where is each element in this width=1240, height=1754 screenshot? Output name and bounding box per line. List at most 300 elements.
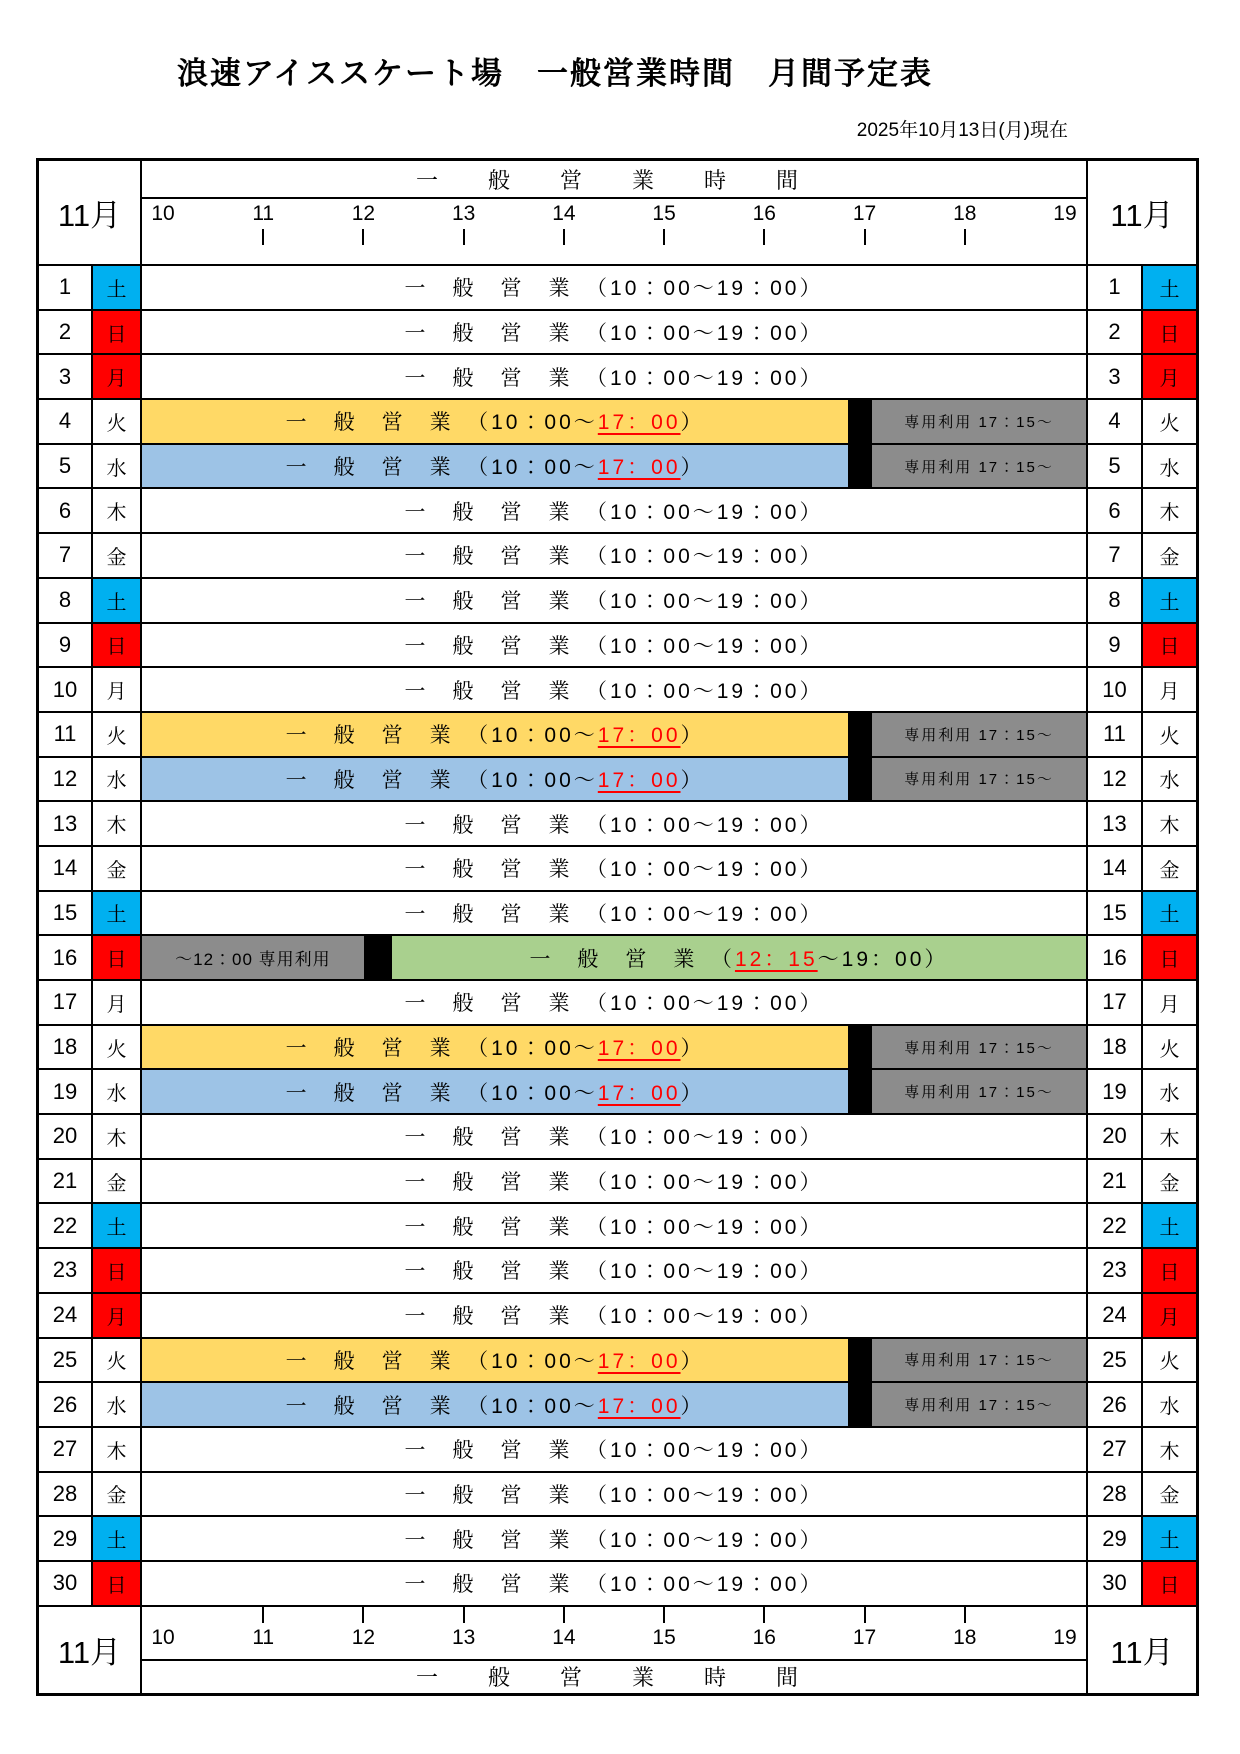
hour-label: 12 (351, 202, 376, 225)
day-schedule (142, 1383, 1088, 1426)
as-of-date: 2025年10月13日(月)現在 (856, 120, 1068, 141)
day-number-right: 10 (1088, 668, 1143, 711)
general-hours-bar (142, 758, 848, 801)
day-of-week-left: 火 (93, 1339, 142, 1382)
afternoon-general-bar (392, 936, 1086, 979)
day-of-week-right: 火 (1159, 1351, 1180, 1374)
day-number-left: 30 (39, 1562, 93, 1605)
day-number-left: 19 (39, 1070, 93, 1113)
day-of-week-left: 日 (93, 624, 142, 667)
hour-label: 17 (852, 1625, 877, 1649)
day-of-week-left: 水 (93, 758, 142, 801)
day-of-week-right: 土 (1143, 1517, 1196, 1560)
closing-time-highlight: 17：00 (597, 411, 681, 435)
day-number-left: 3 (39, 355, 93, 398)
schedule-text (142, 1115, 1086, 1158)
day-of-week-left: 金 (93, 1160, 142, 1203)
day-number-left: 22 (39, 1204, 93, 1247)
day-schedule (142, 266, 1088, 309)
day-of-week-left: 月 (93, 981, 142, 1024)
hour-tick-mark (663, 229, 665, 245)
general-hours-text: 一 般 営 業 （10：00～19：00） (404, 1171, 824, 1195)
day-number-right: 25 (1088, 1339, 1143, 1382)
hour-label: 18 (953, 1625, 977, 1649)
day-of-week-left: 金 (93, 534, 142, 577)
hour-slot (850, 1607, 880, 1653)
hour-label: 17 (852, 202, 877, 225)
general-hours-text: 一 般 営 業 （10：00～19：00） (404, 813, 824, 837)
day-row-13 (39, 800, 1196, 845)
day-of-week-right: 木 (1159, 502, 1180, 525)
day-row-1 (39, 264, 1196, 309)
day-row-28 (39, 1471, 1196, 1516)
hour-label: 11 (252, 1625, 275, 1649)
day-of-week-right: 月 (1159, 993, 1180, 1016)
separator-block (848, 400, 872, 443)
day-row-3 (39, 353, 1196, 398)
table-header (39, 161, 1196, 264)
hour-label: 15 (652, 202, 676, 225)
general-hours-prefix: 一 般 営 業 （10：00～ (285, 1349, 598, 1373)
hour-slot (950, 199, 980, 264)
reserved-use-label: 専用利用 17：15～ (904, 726, 1054, 744)
day-number-right: 6 (1088, 489, 1143, 532)
schedule-text (142, 1428, 1086, 1471)
day-number-left: 27 (39, 1428, 93, 1471)
morning-reserved-bar (142, 936, 364, 979)
day-of-week-left: 木 (93, 1115, 142, 1158)
day-row-30 (39, 1560, 1196, 1605)
general-hours-text: 一 般 営 業 （10：00～19：00） (404, 679, 824, 703)
day-number-right: 2 (1088, 311, 1143, 354)
day-number-left: 29 (39, 1517, 93, 1560)
day-of-week-left: 木 (93, 802, 142, 845)
general-hours-prefix: 一 般 営 業 （10：00～ (285, 1081, 598, 1105)
day-rows (39, 264, 1196, 1605)
day-number-right: 11 (1088, 713, 1143, 756)
day-of-week-right: 水 (1159, 1083, 1180, 1106)
hour-label: 16 (752, 202, 776, 225)
general-hours-suffix: ） (680, 1394, 705, 1418)
general-hours-bar (142, 1026, 848, 1069)
day-row-24 (39, 1292, 1196, 1337)
day-of-week-left: 日 (93, 1562, 142, 1605)
general-hours-text: 一 般 営 業 （10：00～19：00） (404, 1305, 824, 1329)
day-schedule (142, 713, 1088, 756)
day-number-left: 18 (39, 1026, 93, 1069)
closing-time-highlight: 17：00 (597, 1394, 681, 1418)
reserved-use-bar (872, 1026, 1086, 1069)
day-of-week-left: 土 (93, 892, 142, 935)
schedule-text (142, 266, 1086, 309)
day-schedule (142, 355, 1088, 398)
day-number-left: 10 (39, 668, 93, 711)
day-number-left: 24 (39, 1294, 93, 1337)
closing-time-highlight: 17：00 (597, 1037, 681, 1061)
day-number-left: 6 (39, 489, 93, 532)
hour-slot (248, 1607, 278, 1653)
day-number-left: 21 (39, 1160, 93, 1203)
footer-hours-area (142, 1607, 1088, 1693)
hour-tick-mark (463, 229, 465, 245)
day-schedule (142, 1070, 1088, 1113)
time-scale-bottom (142, 1607, 1086, 1659)
general-hours-text: 一 般 営 業 （10：00～19：00） (404, 366, 824, 390)
hour-label: 15 (652, 1625, 676, 1649)
general-hours-suffix: ） (680, 1081, 705, 1105)
day-row-15 (39, 890, 1196, 935)
day-of-week-right: 木 (1159, 1440, 1180, 1463)
day-number-right: 1 (1088, 266, 1143, 309)
schedule-text (142, 1294, 1086, 1337)
day-of-week-left: 日 (93, 311, 142, 354)
general-hours-text: 一 般 営 業 （10：00～19：00） (404, 500, 824, 524)
hour-slot (1050, 199, 1080, 264)
hour-tick-mark (663, 1607, 665, 1623)
day-of-week-left: 土 (93, 579, 142, 622)
day-of-week-left: 水 (93, 1383, 142, 1426)
schedule-text (142, 1517, 1086, 1560)
hour-slot (549, 199, 579, 264)
schedule-text (142, 981, 1086, 1024)
day-schedule (142, 1026, 1088, 1069)
day-number-left: 13 (39, 802, 93, 845)
hour-slot (950, 1607, 980, 1653)
day-of-week-right: 日 (1143, 624, 1196, 667)
schedule-text (142, 668, 1086, 711)
day-of-week-left: 月 (93, 355, 142, 398)
day-of-week-right: 月 (1159, 681, 1180, 704)
day-number-left: 8 (39, 579, 93, 622)
reserved-use-bar (872, 445, 1086, 488)
general-hours-prefix: 一 般 営 業 （10：00～ (285, 768, 598, 792)
hour-slot (649, 1607, 679, 1653)
hour-tick-mark (864, 229, 866, 245)
day-number-right: 20 (1088, 1115, 1143, 1158)
day-schedule (142, 579, 1088, 622)
day-number-right: 26 (1088, 1383, 1143, 1426)
schedule-text (142, 579, 1086, 622)
hour-slot (749, 1607, 779, 1653)
day-number-right: 18 (1088, 1026, 1143, 1069)
day-of-week-left: 土 (93, 1517, 142, 1560)
day-of-week-right: 水 (1159, 457, 1180, 480)
day-schedule (142, 1160, 1088, 1203)
day-of-week-right: 木 (1159, 815, 1180, 838)
schedule-text (142, 1204, 1086, 1247)
general-hours-text: 一 般 営 業 （10：00～19：00） (404, 590, 824, 614)
reserved-use-bar (872, 758, 1086, 801)
schedule-text (142, 311, 1086, 354)
general-hours-text: 一 般 営 業 （10：00～19：00） (404, 1483, 824, 1507)
day-number-right: 14 (1088, 847, 1143, 890)
schedule-text (142, 892, 1086, 935)
reserved-use-bar (872, 713, 1086, 756)
hour-tick-mark (964, 229, 966, 245)
day-of-week-left: 月 (93, 1294, 142, 1337)
hour-tick-mark (964, 1607, 966, 1623)
hour-slot (348, 1607, 378, 1653)
day-row-22 (39, 1202, 1196, 1247)
day-number-left: 7 (39, 534, 93, 577)
general-hours-prefix: 一 般 営 業 （10：00～ (285, 411, 598, 435)
reserved-use-bar (872, 1339, 1086, 1382)
day-schedule (142, 400, 1088, 443)
day-number-right: 12 (1088, 758, 1143, 801)
day-number-left: 25 (39, 1339, 93, 1382)
general-hours-prefix: 一 般 営 業 （10：00～ (285, 1037, 598, 1061)
hour-label: 10 (151, 1625, 175, 1649)
day-of-week-right: 金 (1159, 1485, 1180, 1508)
day-schedule (142, 489, 1088, 532)
hour-slot (148, 1607, 178, 1653)
day-row-9 (39, 622, 1196, 667)
day-schedule (142, 1115, 1088, 1158)
day-of-week-left: 火 (93, 713, 142, 756)
reserved-use-label: 専用利用 17：15～ (904, 1352, 1054, 1370)
hour-label: 18 (953, 202, 977, 225)
day-of-week-right: 土 (1143, 1204, 1196, 1247)
day-of-week-right: 金 (1159, 546, 1180, 569)
day-of-week-right: 土 (1143, 892, 1196, 935)
hour-label: 11 (252, 202, 275, 225)
separator-block (848, 1070, 872, 1113)
schedule-text (142, 1249, 1086, 1292)
day-of-week-left: 水 (93, 445, 142, 488)
day-row-23 (39, 1247, 1196, 1292)
hours-band-title-top: 一 般 営 業 時 間 (142, 161, 1086, 199)
general-hours-text: 一 般 営 業 （10：00～19：00） (404, 1260, 824, 1284)
day-row-29 (39, 1515, 1196, 1560)
hour-slot (449, 199, 479, 264)
general-hours-text: 一 般 営 業 （10：00～19：00） (404, 858, 824, 882)
reserved-use-label: 専用利用 17：15～ (904, 1397, 1054, 1415)
day-schedule (142, 1473, 1088, 1516)
day-of-week-right: 水 (1159, 1396, 1180, 1419)
general-hours-text: 一 般 営 業 （10：00～19：00） (404, 1528, 824, 1552)
hour-label: 19 (1053, 202, 1077, 225)
reserved-use-label: 専用利用 17：15～ (904, 1084, 1054, 1102)
day-row-14 (39, 845, 1196, 890)
hour-label: 10 (151, 202, 175, 225)
general-hours-text: 一 般 営 業 （10：00～19：00） (404, 1126, 824, 1150)
day-schedule (142, 892, 1088, 935)
hour-slot (850, 199, 880, 264)
separator-block (364, 936, 392, 979)
hour-tick-mark (763, 229, 765, 245)
day-number-right: 8 (1088, 579, 1143, 622)
hour-label: 12 (351, 1625, 376, 1649)
day-number-left: 11 (39, 713, 93, 756)
general-hours-suffix: ～19：00） (817, 947, 949, 971)
hour-slot (549, 1607, 579, 1653)
day-number-left: 9 (39, 624, 93, 667)
day-number-left: 14 (39, 847, 93, 890)
morning-reserved-label: ～12：00 専用利用 (175, 950, 331, 970)
hour-tick-mark (563, 229, 565, 245)
day-number-left: 12 (39, 758, 93, 801)
general-hours-bar (142, 1383, 848, 1426)
time-scale-top (142, 199, 1086, 264)
day-row-5 (39, 443, 1196, 488)
day-of-week-left: 月 (93, 668, 142, 711)
day-of-week-right: 火 (1159, 1038, 1180, 1061)
hour-label: 19 (1053, 1625, 1077, 1649)
hour-slot (1050, 1607, 1080, 1653)
general-hours-text: 一 般 営 業 （10：00～19：00） (404, 1439, 824, 1463)
day-of-week-right: 火 (1159, 725, 1180, 748)
general-hours-prefix: 一 般 営 業 （10：00～ (285, 456, 598, 480)
day-row-10 (39, 666, 1196, 711)
day-of-week-left: 日 (93, 1249, 142, 1292)
day-row-21 (39, 1158, 1196, 1203)
general-hours-text: 一 般 営 業 （10：00～19：00） (404, 545, 824, 569)
month-label-bottom-left: 11月 (39, 1607, 142, 1693)
general-hours-suffix: ） (680, 1349, 705, 1373)
reserved-use-bar (872, 400, 1086, 443)
day-row-19 (39, 1068, 1196, 1113)
hour-slot (248, 199, 278, 264)
general-hours-suffix: ） (680, 456, 705, 480)
opening-time-highlight: 12：15 (734, 947, 818, 971)
day-of-week-left: 火 (93, 1026, 142, 1069)
day-number-right: 13 (1088, 802, 1143, 845)
separator-block (848, 445, 872, 488)
general-hours-text: 一 般 営 業 （10：00～19：00） (404, 1573, 824, 1597)
day-of-week-left: 日 (93, 936, 142, 979)
hour-slot (649, 199, 679, 264)
hour-tick-mark (362, 1607, 364, 1623)
day-of-week-right: 木 (1159, 1127, 1180, 1150)
general-hours-suffix: ） (680, 411, 705, 435)
day-of-week-left: 水 (93, 1070, 142, 1113)
hour-label: 14 (552, 1625, 576, 1649)
separator-block (848, 1026, 872, 1069)
day-number-right: 30 (1088, 1562, 1143, 1605)
day-of-week-left: 金 (93, 847, 142, 890)
table-footer (39, 1605, 1196, 1693)
day-schedule (142, 1249, 1088, 1292)
day-row-18 (39, 1024, 1196, 1069)
general-hours-suffix: ） (680, 1037, 705, 1061)
schedule-text (142, 489, 1086, 532)
reserved-use-bar (872, 1383, 1086, 1426)
hour-slot (148, 199, 178, 264)
day-number-left: 17 (39, 981, 93, 1024)
hour-tick-mark (864, 1607, 866, 1623)
separator-block (848, 1339, 872, 1382)
reserved-use-bar (872, 1070, 1086, 1113)
day-number-right: 29 (1088, 1517, 1143, 1560)
day-of-week-left: 火 (93, 400, 142, 443)
day-row-25 (39, 1337, 1196, 1382)
schedule-text (142, 355, 1086, 398)
general-hours-text: 一 般 営 業 （10：00～19：00） (404, 992, 824, 1016)
day-schedule (142, 981, 1088, 1024)
schedule-text (142, 624, 1086, 667)
day-number-right: 4 (1088, 400, 1143, 443)
monthly-schedule-table (36, 158, 1199, 1696)
reserved-use-label: 専用利用 17：15～ (904, 1039, 1054, 1057)
hour-label: 13 (451, 1625, 476, 1649)
day-number-left: 15 (39, 892, 93, 935)
day-schedule (142, 1204, 1088, 1247)
day-of-week-right: 火 (1159, 412, 1180, 435)
day-schedule (142, 311, 1088, 354)
day-schedule (142, 534, 1088, 577)
day-number-right: 7 (1088, 534, 1143, 577)
day-of-week-left: 土 (93, 1204, 142, 1247)
day-row-7 (39, 532, 1196, 577)
general-hours-suffix: ） (680, 724, 705, 748)
day-of-week-right: 日 (1143, 1249, 1196, 1292)
day-schedule (142, 802, 1088, 845)
schedule-text (142, 534, 1086, 577)
month-label-top-left: 11月 (39, 161, 142, 264)
day-of-week-left: 金 (93, 1473, 142, 1516)
day-number-right: 22 (1088, 1204, 1143, 1247)
separator-block (848, 758, 872, 801)
day-schedule (142, 445, 1088, 488)
day-of-week-right: 土 (1143, 579, 1196, 622)
page-title: 浪速アイススケート場 一般営業時間 月間予定表 (177, 56, 933, 91)
closing-time-highlight: 17：00 (597, 456, 681, 480)
hour-tick-mark (763, 1607, 765, 1623)
day-number-left: 5 (39, 445, 93, 488)
day-schedule (142, 1428, 1088, 1471)
day-of-week-right: 金 (1159, 1172, 1180, 1195)
hour-tick-mark (563, 1607, 565, 1623)
day-row-20 (39, 1113, 1196, 1158)
day-of-week-right: 日 (1143, 1562, 1196, 1605)
day-row-27 (39, 1426, 1196, 1471)
day-schedule (142, 1294, 1088, 1337)
closing-time-highlight: 17：00 (597, 768, 681, 792)
hour-tick-mark (362, 229, 364, 245)
hour-slot (449, 1607, 479, 1653)
day-number-left: 16 (39, 936, 93, 979)
day-row-2 (39, 309, 1196, 354)
hour-slot (348, 199, 378, 264)
hour-label: 14 (552, 202, 576, 225)
day-schedule (142, 847, 1088, 890)
day-of-week-right: 水 (1159, 770, 1180, 793)
day-schedule (142, 668, 1088, 711)
day-number-right: 28 (1088, 1473, 1143, 1516)
day-row-16 (39, 934, 1196, 979)
month-label-bottom-right: 11月 (1110, 1635, 1174, 1671)
day-row-4 (39, 398, 1196, 443)
day-of-week-right: 日 (1143, 311, 1196, 354)
hour-slot (749, 199, 779, 264)
schedule-text (142, 1473, 1086, 1516)
day-number-left: 23 (39, 1249, 93, 1292)
day-of-week-right: 月 (1143, 1294, 1196, 1337)
general-hours-bar (142, 1070, 848, 1113)
day-number-left: 28 (39, 1473, 93, 1516)
general-hours-text: 一 般 営 業 （10：00～19：00） (404, 634, 824, 658)
day-schedule (142, 1339, 1088, 1382)
day-schedule (142, 936, 1088, 979)
day-number-right: 17 (1088, 981, 1143, 1024)
schedule-text (142, 1562, 1086, 1605)
day-of-week-right: 金 (1159, 859, 1180, 882)
hour-tick-mark (262, 1607, 264, 1623)
hour-label: 16 (752, 1625, 776, 1649)
day-number-right: 19 (1088, 1070, 1143, 1113)
day-row-8 (39, 577, 1196, 622)
day-number-right: 27 (1088, 1428, 1143, 1471)
